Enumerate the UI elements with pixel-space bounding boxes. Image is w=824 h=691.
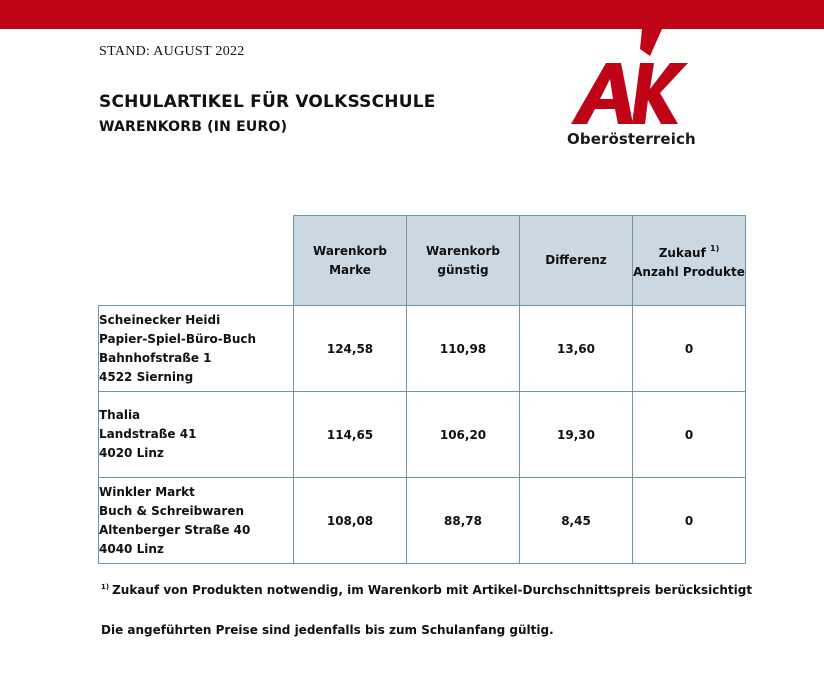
table-row — [99, 306, 746, 392]
value-guenstig: 106,20 — [407, 392, 520, 478]
value-differenz: 8,45 — [520, 478, 633, 564]
value-differenz: 13,60 — [520, 306, 633, 392]
footnote — [101, 583, 752, 597]
column-header-differenz: Differenz — [520, 216, 633, 306]
value-marke: 124,58 — [294, 306, 407, 392]
table-row — [99, 392, 746, 478]
footnote-mark: 1) — [101, 583, 110, 591]
column-header-warenkorb-marke: Warenkorb Marke — [294, 216, 407, 306]
page-subtitle: WARENKORB (IN EURO) — [99, 119, 288, 135]
price-table — [98, 215, 746, 564]
header-empty-cell — [99, 216, 294, 306]
footnote-text: Zukauf von Produkten notwendig, im Warenkorb mit Artikel-Durchschnittspreis berücksichtigt — [112, 583, 753, 597]
shop-cell: Thalia Landstraße 41 4020 Linz — [99, 392, 294, 478]
shop-cell: Scheinecker Heidi Papier-Spiel-Büro-Buch Bahnhofstraße 1 4522 Sierning — [99, 306, 294, 392]
column-header-warenkorb-guenstig: Warenkorb günstig — [407, 216, 520, 306]
value-zukauf: 0 — [633, 478, 746, 564]
page-title: SCHULARTIKEL FÜR VOLKSSCHULE — [99, 92, 436, 112]
shop-cell: Winkler Markt Buch & Schreibwaren Altenberger Straße 40 4040 Linz — [99, 478, 294, 564]
value-differenz: 19,30 — [520, 392, 633, 478]
validity-note: Die angeführten Preise sind jedenfalls bis zum Schulanfang gültig. — [101, 623, 554, 637]
value-zukauf: 0 — [633, 306, 746, 392]
table-header-row — [99, 216, 746, 306]
top-red-bar — [0, 0, 824, 29]
value-marke: 114,65 — [294, 392, 407, 478]
column-header-zukauf: Zukauf $^{1)}$ Anzahl Produkte — [633, 216, 746, 306]
value-guenstig: 88,78 — [407, 478, 520, 564]
date-stamp: STAND: AUGUST 2022 — [99, 44, 245, 59]
value-guenstig: 110,98 — [407, 306, 520, 392]
logo-caption: Oberösterreich — [567, 130, 696, 148]
table-row — [99, 478, 746, 564]
value-marke: 108,08 — [294, 478, 407, 564]
value-zukauf: 0 — [633, 392, 746, 478]
